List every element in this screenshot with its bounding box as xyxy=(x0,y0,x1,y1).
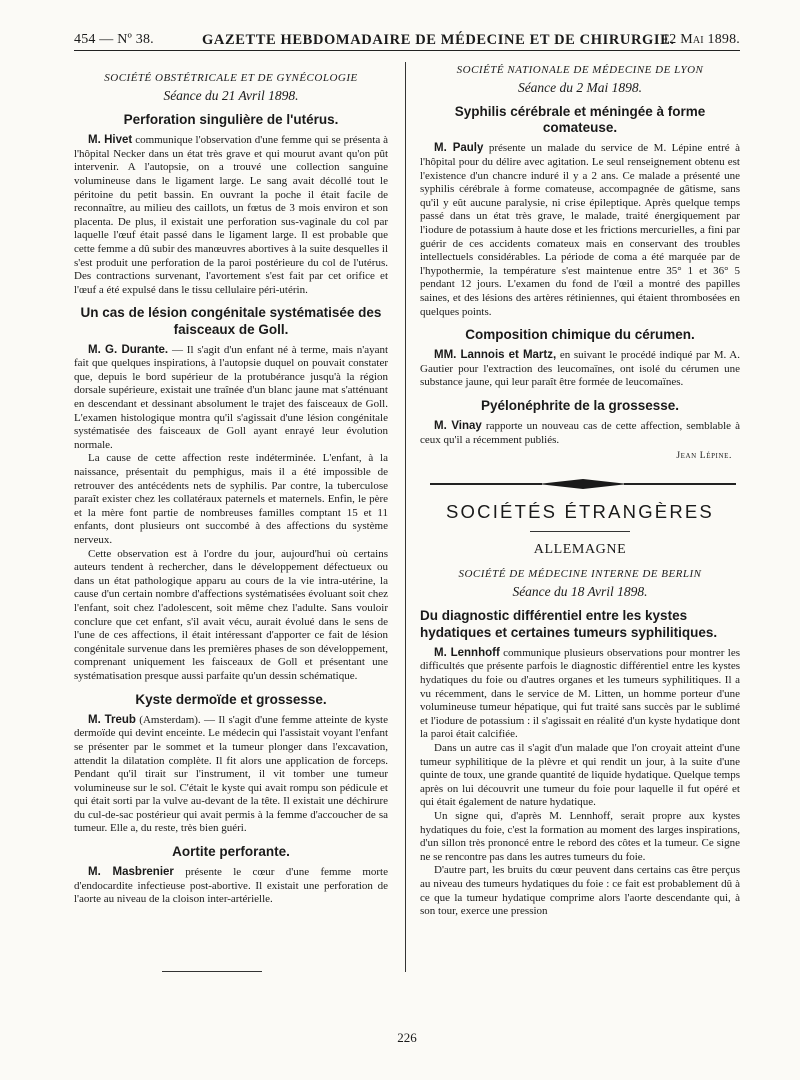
article-paragraph: Un signe qui, d'après M. Lennhoff, serait propre aux kystes hydatiques du foie, c'est la formation au moment des larges inspirations, d'un sillon très prononcé entre le rebord des côtes et la tumeur. Ce signe ne se rencontre pas dans les autres tumeurs du foie. xyxy=(420,809,740,863)
ornament-line-right xyxy=(624,483,736,485)
issue-date: 12 Mai 1898. xyxy=(662,32,740,47)
article-title: Un cas de lésion congénitale systématisée des faisceaux de Goll. xyxy=(80,305,382,337)
article-title: Kyste dermoïde et grossesse. xyxy=(135,691,327,707)
journal-title: GAZETTE HEBDOMADAIRE DE MÉDECINE ET DE CHIRURGIE. xyxy=(202,32,675,48)
author-signature: Jean Lépine. xyxy=(676,451,732,462)
article-paragraph: La cause de cette affection reste indéterminée. L'enfant, à la naissance, présentait du pemphigus, mais il a été impossible de retrouver des antécédents nets de syphilis. Par contre, la tuberculose paraît exister chez les collatéraux paternels et maternels. Enfin, le père et la mère font partie de nombreuses familles comptant 15 et 11 enfants, dont plusieurs ont succombé à des affections du système nerveux. xyxy=(74,452,388,546)
country-heading: ALLEMAGNE xyxy=(533,542,627,558)
folio-number: 226 xyxy=(397,1030,417,1045)
speaker-name: M. Masbrenier xyxy=(88,866,174,879)
article-paragraph xyxy=(74,866,388,907)
article-title: Syphilis cérébrale et méningée à forme comateuse. xyxy=(454,104,706,136)
paragraph-text: présente un malade du service de M. Lépine entré à l'hôpital pour du délire avec agitation. Le seul renseignement obtenu est l'existence d'un chancre induré il y a 2 ans. Ce malade a présenté une syphilis cérébrale à forme comateuse, accompagnée de gâtisme, sans qu'il y eût aucune paralysie, ni crise épileptique. Après quelque temps passé dans un état très grave, le malade, traité énergiquement par l'iodure de potassium à haute dose et les frictions mercurielles, a fini par guérir de ces accidents comateux mais en conservant des troubles intellectuels considérables. La période de coma a été marquée par de l'hypothermie, la température s'est maintenue entre 35° 1 et 36° 5 pendant 12 jours. L'examen du fond de l'œil a montré des papilles saines, et des lésions des artères rétiniennes, qui étaient thrombosées en quelques points. xyxy=(420,142,741,318)
article-paragraph xyxy=(420,349,740,390)
paragraph-text: communique plusieurs observations pour montrer les difficultés que présente parfois le diagnostic différentiel entre les kystes hydatiques du foie ou d'autres organes et les tumeurs syphilitiques. Il a vu récemment, dans le service de M. Litten, un homme porteur d'une volumineuse tumeur hépatique, qui fut traité sans succès par le sublimé et l'iodure de potassium : il s'agissait en réalité d'un kyste hydatique dont la paroi était calcifiée. xyxy=(420,646,740,741)
article-paragraph: Dans un autre cas il s'agit d'un malade que l'on croyait atteint d'une tumeur syphilitique de la plèvre et qui rendit un jour, à la suite d'une quinte de toux, une grande quantité de liquide hydatique. Quelque temps après on lui découvrit une tumeur du foie pour laquelle il fut opéré et qui était également de nature hydatique. xyxy=(420,741,740,809)
article-title: Composition chimique du cérumen. xyxy=(465,327,695,343)
right-column xyxy=(420,62,740,919)
society-name: SOCIÉTÉ OBSTÉTRICALE ET DE GYNÉCOLOGIE xyxy=(104,72,358,84)
running-header xyxy=(74,28,740,51)
article-paragraph xyxy=(74,714,388,836)
page-number-issue: 454 — Nº 38. xyxy=(74,32,154,47)
article-title: Du diagnostic différentiel entre les kystes hydatiques et certaines tumeurs syphilitiques. xyxy=(420,608,718,640)
speaker-name: M. G. Durante. xyxy=(88,343,169,356)
journal-page xyxy=(74,28,740,1048)
paragraph-text: — Il s'agit d'un enfant né à terme, mais n'ayant fait que quelques inspirations, à l'autopsie duquel on pouvait constater que, depuis le bord supérieur de la protubérance jusqu'à la région dorsale supérieure, existait une traînée d'un blanc jaune mat s'atténuant en descendant et dessinant absolument le trajet des faisceaux de Goll. L'examen histologique montra qu'il s'agissait d'une lésion congénitale systématisée des faisceaux de Goll ayant enrayé leur évolution normale. xyxy=(74,343,389,451)
article-title: Perforation singulière de l'utérus. xyxy=(123,112,339,127)
society-name: SOCIÉTÉ DE MÉDECINE INTERNE DE BERLIN xyxy=(458,568,702,581)
paragraph-text: (Amsterdam). — Il s'agit d'une femme atteinte de kyste dermoïde qui devint enceinte. Le médecin qui l'assistait voyant l'enfant se présenter par le sommet et la tumeur plonger dans l'excavation, attendit la dilatation complète. Il fit alors une application de forceps. Pendant qu'il tirait sur l'instrument, il vit tomber une tumeur volumineuse sur le sol. C'était le kyste qui avait rompu son pédicule et qui était sorti par la vulve au-devant de la tête. Il existait une déchirure du cul-de-sac postérieur qui avait permis à la femme d'accoucher de sa tumeur. Elle a, du reste, très bien guéri. xyxy=(74,713,388,835)
section-heading: SOCIÉTÉS ÉTRANGÈRES xyxy=(446,501,714,523)
session-date: Séance du 21 Avril 1898. xyxy=(163,88,299,103)
society-name: SOCIÉTÉ NATIONALE DE MÉDECINE DE LYON xyxy=(456,64,704,76)
paragraph-text: présente le cœur d'une femme morte d'endocardite infectieuse post-abortive. Il existait une perforation de l'aorte au niveau de la cloison inter-artérielle. xyxy=(74,866,389,906)
paragraph-text: en suivant le procédé indiqué par M. A. Gautier pour l'extraction des leucomaïnes, ont isolé du cérumen une substance jaune, qui leur paraît être formée de leucomaïnes. xyxy=(420,349,740,389)
speaker-name: M. Hivet xyxy=(88,134,133,147)
paragraph-text: communique l'observation d'une femme qui se présenta à l'hôpital Necker dans un état très grave et qui mourut avant qu'on pût intervenir. A l'autopsie, on a trouvé une collection sanguine volumineuse dans le ligament large. Le sang avait décollé tout le péritoine du petit bassin. En ouvrant la poche il était facile de reconnaître, au milieu des caillots, un fœtus de 3 mois environ et son placenta. De plus, il existait une perforation sus-vaginale du col par laquelle l'œuf était passé dans le ligament large. Il est probable que cette femme a dû subir des manœuvres abortives à la suite desquelles il s'est produit une perforation de la paroi postérieure du col de l'utérus. Des contractions survenant, l'avortement s'est fait par cet orifice et l'œuf a été expulsé dans le tissu cellulaire péri-utérin. xyxy=(74,134,389,296)
article-paragraph: Cette observation est à l'ordre du jour, aujourd'hui où certains auteurs tendent à rechercher, dans le développement défectueux ou dans un état pathologique apparu au cours de la vie intra-utérine, la cause d'un certain nombre d'affections systématisées évoluant soit chez l'enfant, soit chez l'adolescent, soit même chez l'adulte. Sans vouloir conclure que cet enfant, s'il avait vécu, aurait évolué dans le sens de l'une de ces affections, il était intéressant d'apporter ce fait de lésion congénitale survenue dans les premières phases de son développement, comprenant uniquement les faisceaux de Goll et présentant une systématisation presque aussi parfaite qu'un dessin schématique. xyxy=(74,547,388,682)
article-paragraph xyxy=(74,344,388,453)
columns xyxy=(74,62,740,1002)
speaker-name: M. Pauly xyxy=(434,142,484,155)
ornament-diamond-icon xyxy=(538,479,628,489)
session-date: Séance du 18 Avril 1898. xyxy=(512,584,648,600)
article-paragraph xyxy=(420,420,740,447)
ornament-line-left xyxy=(430,483,542,485)
left-column xyxy=(74,62,388,972)
speaker-name: M. Vinay xyxy=(434,420,482,433)
session-date: Séance du 2 Mai 1898. xyxy=(517,80,643,95)
paragraph-text: rapporte un nouveau cas de cette affection, semblable à ceux qu'il a récemment publiés. xyxy=(420,420,740,446)
section-end-rule xyxy=(162,971,262,972)
speaker-name: M. Treub xyxy=(88,713,136,726)
article-paragraph xyxy=(420,647,740,742)
article-title: Pyélonéphrite de la grossesse. xyxy=(480,398,680,414)
article-title: Aortite perforante. xyxy=(172,844,290,860)
speaker-name: M. Lennhoff xyxy=(434,646,500,659)
ornamental-divider xyxy=(420,473,740,495)
heading-rule xyxy=(530,531,630,532)
article-paragraph: D'autre part, les bruits du cœur peuvent dans certains cas être perçus au niveau des tumeurs hydatiques du foie : ce fait est probablement dû à ce que la tumeur hydatique comprime alors l'aorte descendante qui, à son tour, exerce une pression xyxy=(420,864,740,918)
speaker-name: MM. Lannois et Martz, xyxy=(434,349,557,362)
article-paragraph xyxy=(74,134,388,297)
article-paragraph xyxy=(420,142,740,319)
